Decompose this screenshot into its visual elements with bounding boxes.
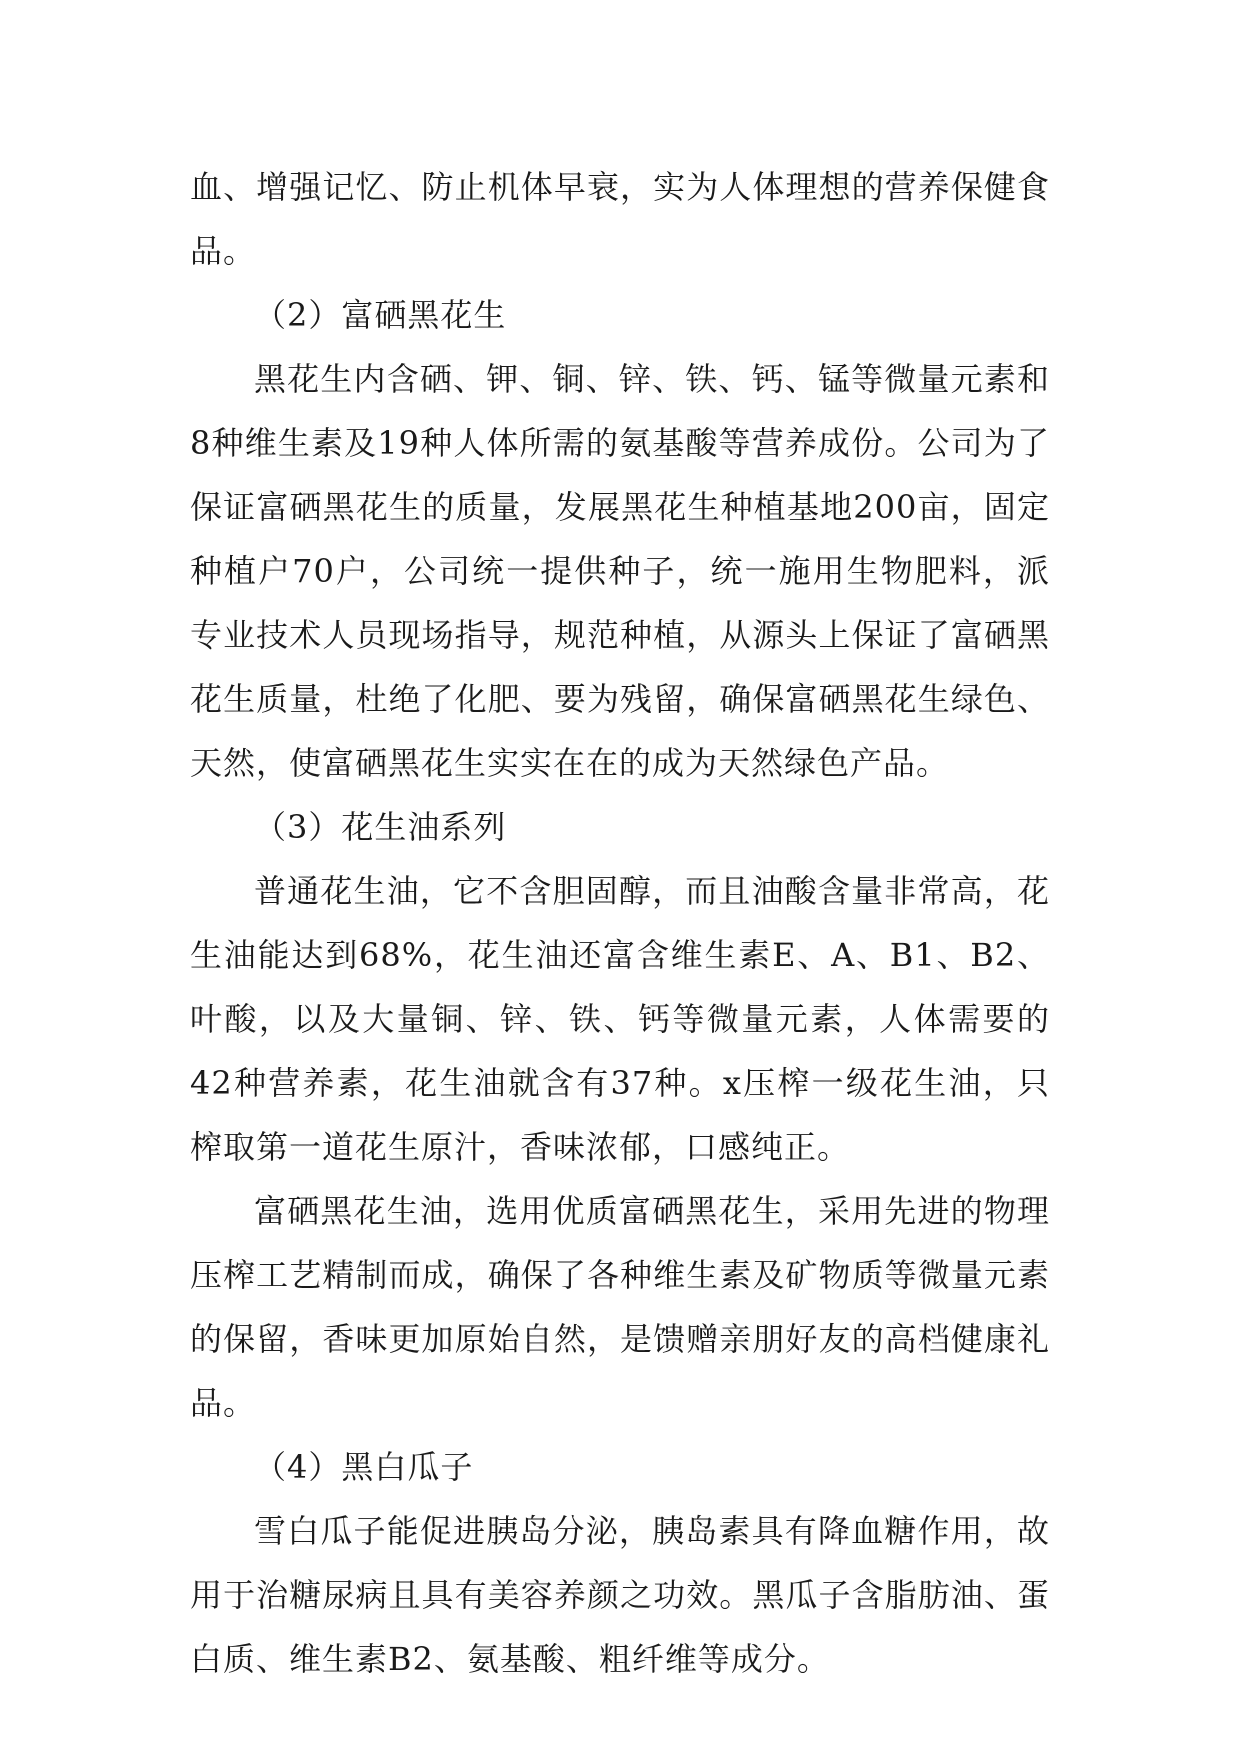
document-body (190, 155, 1050, 1691)
paragraph-melon-seeds: 雪白瓜子能促进胰岛分泌，胰岛素具有降血糖作用，故用于治糖尿病且具有美容养颜之功效。黑瓜子含脂肪油、蛋白质、维生素B2、氨基酸、粗纤维等成分。 (190, 1512, 1050, 1678)
paragraph-continued: 血、增强记忆、防止机体早衰，实为人体理想的营养保健食品。 (190, 168, 1050, 270)
section-heading-4: （4）黑白瓜子 (254, 1448, 474, 1486)
section-heading-2: （2）富硒黑花生 (254, 296, 507, 334)
section-heading-3: （3）花生油系列 (254, 808, 507, 846)
paragraph-black-peanut-oil: 富硒黑花生油，选用优质富硒黑花生，采用先进的物理压榨工艺精制而成，确保了各种维生素及矿物质等微量元素的保留，香味更加原始自然，是馈赠亲朋好友的高档健康礼品。 (190, 1192, 1050, 1422)
paragraph-black-peanut: 黑花生内含硒、钾、铜、锌、铁、钙、锰等微量元素和8种维生素及19种人体所需的氨基酸等营养成份。公司为了保证富硒黑花生的质量，发展黑花生种植基地200亩，固定种植户70户，公司统一提供种子，统一施用生物肥料，派专业技术人员现场指导，规范种植，从源头上保证了富硒黑花生质量，杜绝了化肥、要为残留，确保富硒黑花生绿色、天然，使富硒黑花生实实在在的成为天然绿色产品。 (190, 360, 1050, 782)
paragraph-peanut-oil: 普通花生油，它不含胆固醇，而且油酸含量非常高，花生油能达到68%，花生油还富含维生素E、A、B1、B2、叶酸，以及大量铜、锌、铁、钙等微量元素，人体需要的42种营养素，花生油就含有37种。x压榨一级花生油，只榨取第一道花生原汁，香味浓郁，口感纯正。 (190, 872, 1050, 1166)
